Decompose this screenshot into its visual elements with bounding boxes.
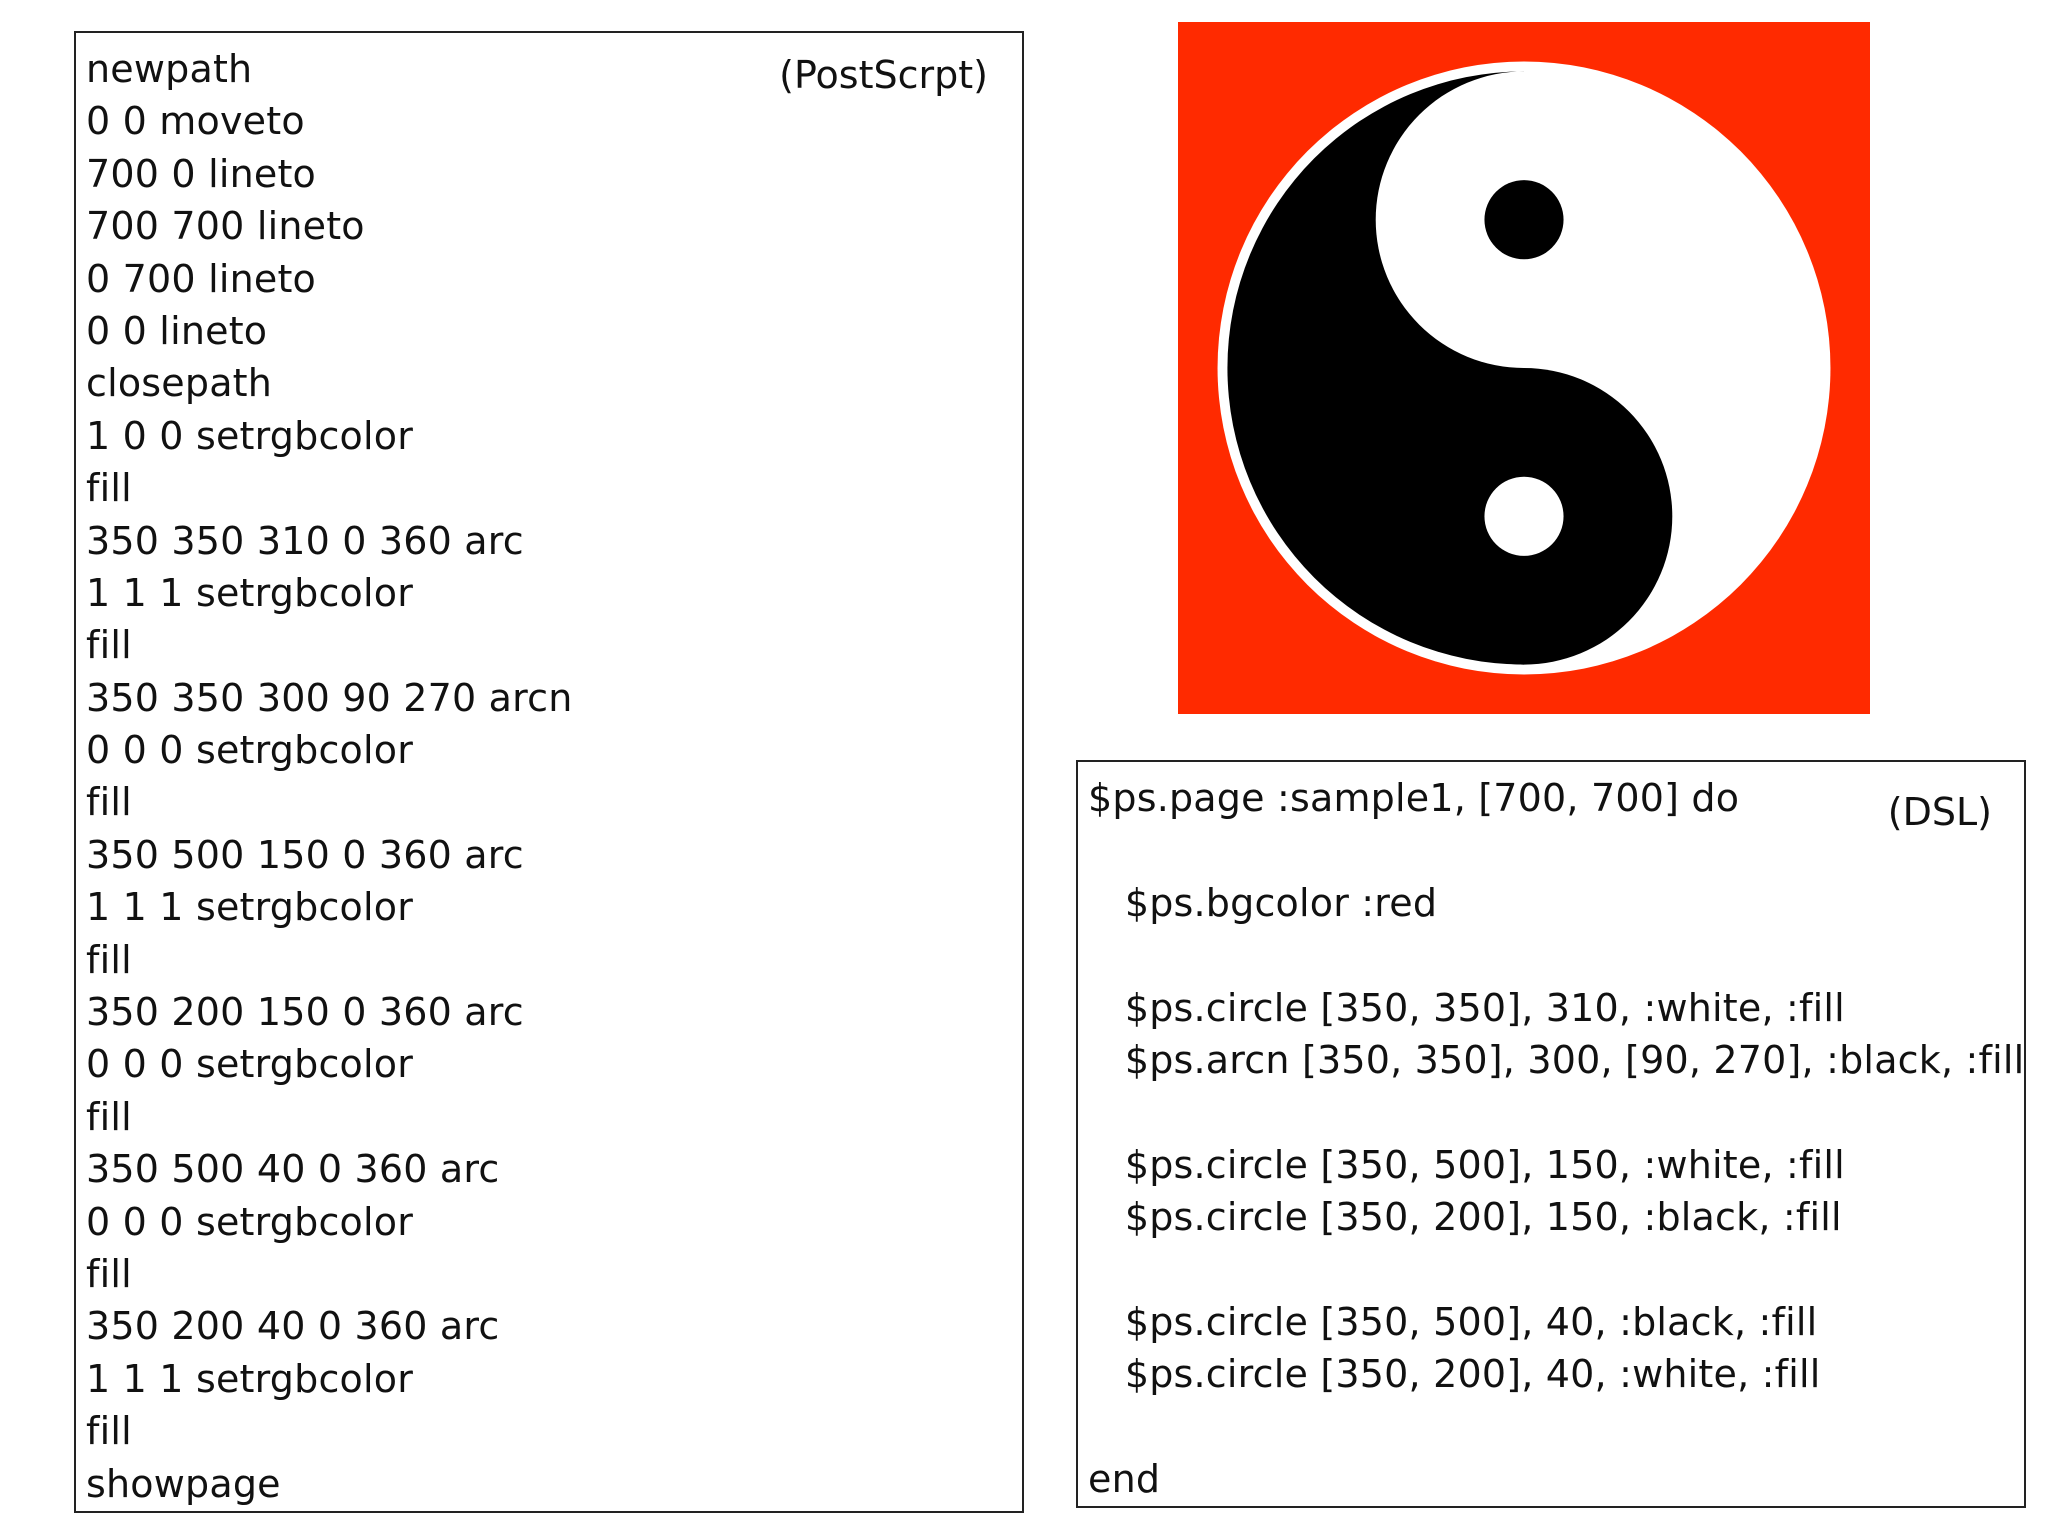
dsl-code-line: $ps.circle [350, 350], 310, :white, :fill [1088,985,1845,1030]
dsl-code-line [1088,929,2024,981]
dsl-code-line [1088,1086,2024,1138]
dsl-code-line: $ps.page :sample1, [700, 700] do [1088,776,1740,820]
dsl-code-line [1088,824,2024,876]
postscript-code-line: 0 0 0 setrgbcolor [86,1042,414,1087]
postscript-code-line: fill [86,937,132,982]
postscript-code-line: 350 200 150 0 360 arc [86,990,524,1035]
white-lower-dot [1484,477,1563,556]
dsl-tag: (DSL) [1887,790,1992,834]
dsl-code-line: end [1088,1457,1161,1502]
postscript-code-line: 0 700 lineto [86,256,316,301]
postscript-code-line: 0 0 0 setrgbcolor [86,1199,414,1244]
postscript-code-line: fill [86,623,132,668]
postscript-code-line: fill [86,780,132,825]
postscript-code-line: fill [86,1094,132,1139]
dsl-code-line: $ps.circle [350, 500], 150, :white, :fill [1088,1142,1845,1187]
postscript-code-line: fill [86,1409,132,1454]
postscript-code-line: 350 350 300 90 270 arcn [86,675,573,720]
postscript-code-lines [86,43,573,1510]
postscript-code-line: closepath [86,361,273,406]
postscript-code-panel [74,31,1024,1513]
postscript-code-line: 700 0 lineto [86,151,316,196]
postscript-code-line: 350 200 40 0 360 arc [86,1304,500,1349]
yin-yang-rendered-figure [1178,22,1870,714]
postscript-code-line: 0 0 moveto [86,99,305,144]
postscript-code-line: 1 0 0 setrgbcolor [86,413,414,458]
dsl-code-lines [1088,772,2024,1505]
postscript-code-line: 350 500 40 0 360 arc [86,1147,500,1192]
dsl-code-line: $ps.circle [350, 200], 40, :white, :fill [1088,1352,1821,1397]
postscript-tag: (PostScrpt) [779,53,988,97]
dsl-code-line [1088,1244,2024,1296]
postscript-code-line: 0 0 0 setrgbcolor [86,728,414,773]
dsl-code-line: $ps.circle [350, 500], 40, :black, :fill [1088,1299,1818,1344]
black-upper-dot [1484,180,1563,259]
postscript-code-line: 700 700 lineto [86,204,365,249]
postscript-code-line: fill [86,466,132,511]
postscript-code-line: showpage [86,1461,281,1506]
dsl-code-line: $ps.arcn [350, 350], 300, [90, 270], :black, :fill [1088,1037,2025,1082]
postscript-code-line: 1 1 1 setrgbcolor [86,885,414,930]
dsl-code-line [1088,1401,2024,1453]
postscript-code-line: 0 0 lineto [86,308,268,353]
postscript-code-line: fill [86,1251,132,1296]
dsl-code-line: $ps.bgcolor :red [1088,880,1438,925]
postscript-code-line: newpath [86,47,253,91]
postscript-code-line: 1 1 1 setrgbcolor [86,1356,414,1401]
dsl-code-panel [1076,760,2026,1508]
postscript-code-line: 350 350 310 0 360 arc [86,518,524,563]
dsl-code-line: $ps.circle [350, 200], 150, :black, :fill [1088,1195,1842,1240]
postscript-code-line: 1 1 1 setrgbcolor [86,570,414,615]
postscript-code-line: 350 500 150 0 360 arc [86,832,524,877]
